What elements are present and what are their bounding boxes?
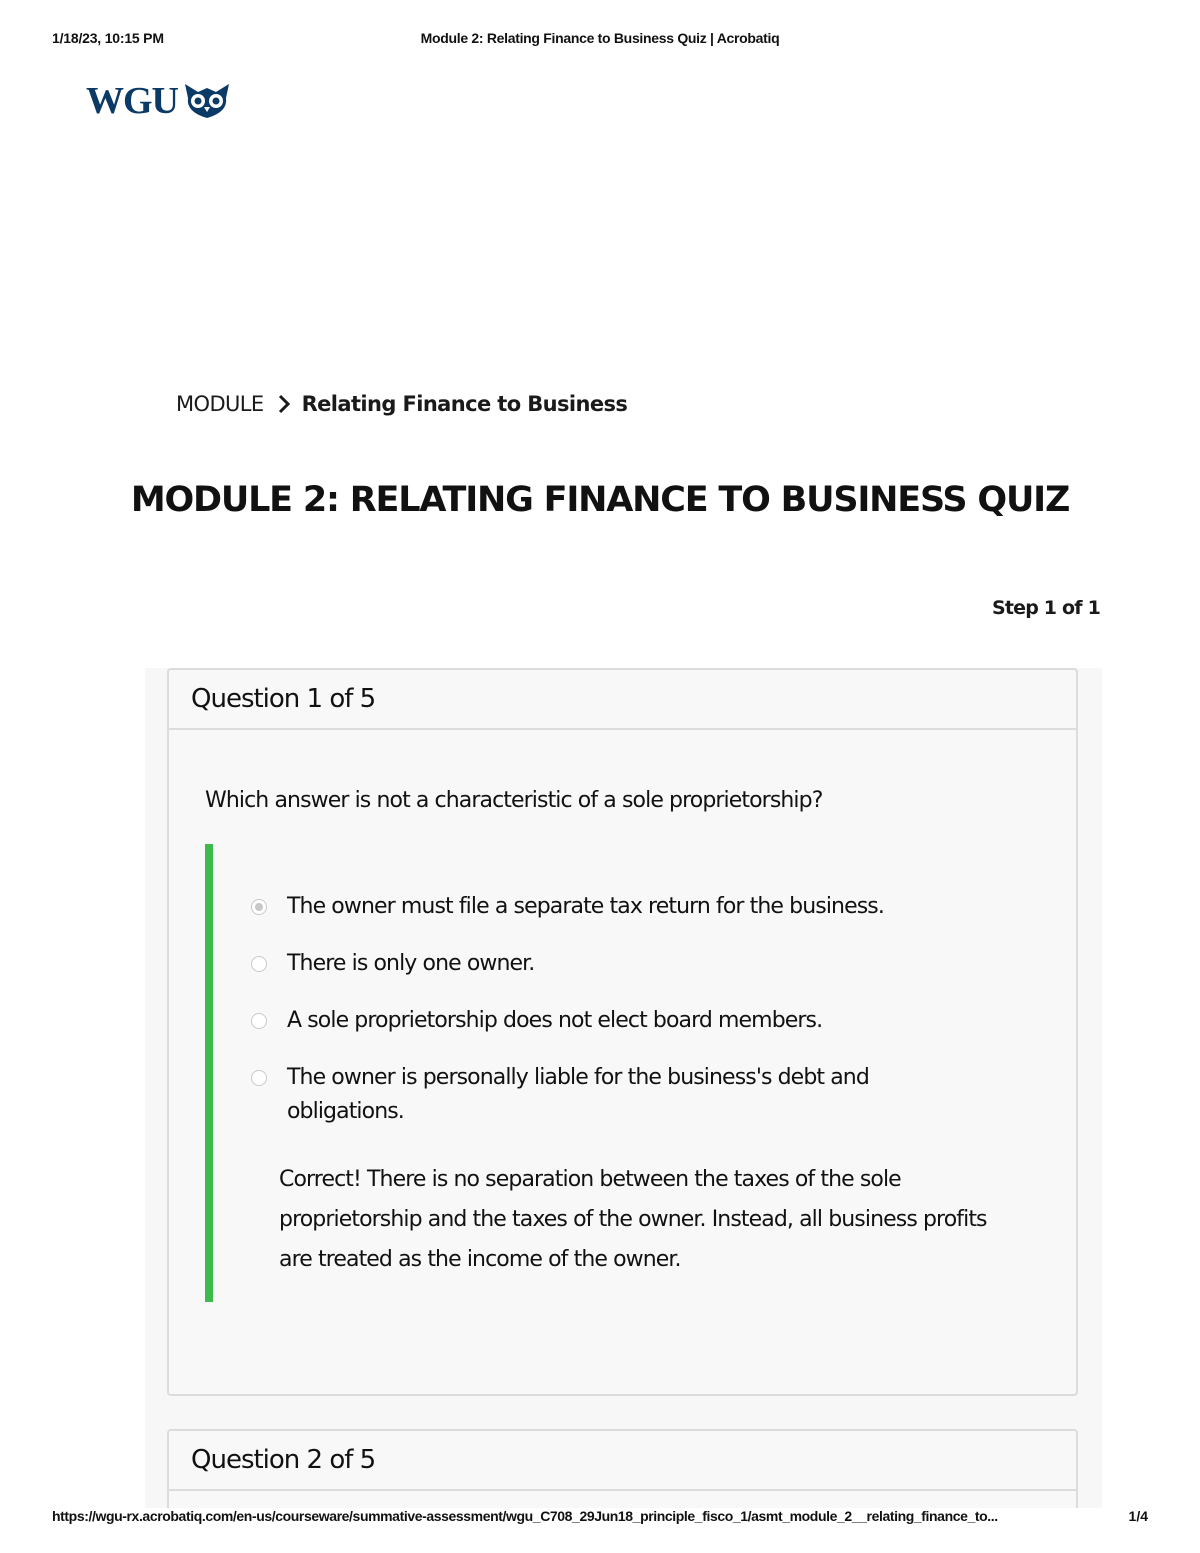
answer-option-label: There is only one owner.	[287, 951, 535, 976]
wgu-logo[interactable]	[86, 82, 232, 120]
question-header: Question 1 of 5	[169, 670, 1076, 730]
answer-option[interactable]	[251, 947, 971, 981]
correct-feedback-bar	[205, 844, 213, 1302]
chevron-right-icon	[278, 394, 290, 414]
question-card	[167, 668, 1078, 1396]
radio-button[interactable]	[251, 1013, 267, 1029]
radio-button[interactable]	[251, 956, 267, 972]
answer-option[interactable]	[251, 1061, 971, 1129]
answer-option-label: The owner is personally liable for the business's debt and obligations.	[287, 1065, 869, 1124]
question-prompt: Which answer is not a characteristic of a sole proprietorship?	[205, 788, 823, 813]
radio-button-selected[interactable]	[251, 899, 267, 915]
breadcrumb	[176, 392, 627, 416]
logo-text: WGU	[86, 80, 178, 122]
print-page-title: Module 2: Relating Finance to Business Quiz | Acrobatiq	[420, 30, 780, 46]
radio-button[interactable]	[251, 1070, 267, 1086]
print-url: https://wgu-rx.acrobatiq.com/en-us/courseware/summative-assessment/wgu_C708_29Jun18_principle_fisco_1/asmt_module_2__relating_finance_to...	[52, 1508, 998, 1524]
answer-options	[251, 890, 971, 1152]
breadcrumb-root[interactable]: MODULE	[176, 392, 264, 416]
answer-option[interactable]	[251, 890, 971, 924]
answer-option-label: The owner must file a separate tax return for the business.	[287, 894, 884, 919]
quiz-area	[145, 668, 1102, 1508]
owl-icon	[182, 82, 232, 120]
print-page-number: 1/4	[1128, 1508, 1148, 1524]
print-datetime: 1/18/23, 10:15 PM	[52, 30, 164, 46]
answer-option[interactable]	[251, 1004, 971, 1038]
question-header: Question 2 of 5	[169, 1431, 1076, 1491]
breadcrumb-current[interactable]: Relating Finance to Business	[301, 392, 628, 416]
answer-option-label: A sole proprietorship does not elect board members.	[287, 1008, 823, 1033]
step-indicator: Step 1 of 1	[991, 597, 1100, 619]
page-title: MODULE 2: RELATING FINANCE TO BUSINESS QUIZ	[130, 480, 1070, 520]
question-card	[167, 1429, 1078, 1508]
answer-feedback: Correct! There is no separation between the taxes of the sole proprietorship and the taxes of the owner. Instead, all business profits are treated as the income of the owner.	[279, 1167, 987, 1272]
